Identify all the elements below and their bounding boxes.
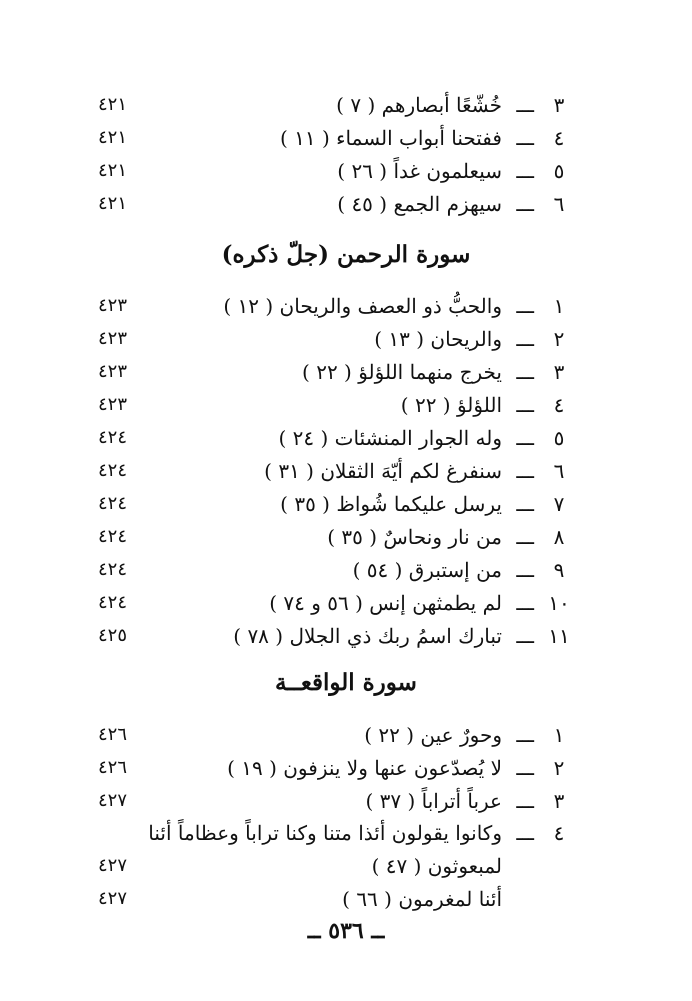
list-item (90, 489, 570, 519)
item-text: من نار ونحاسٌ ( ٣٥ ) (327, 525, 502, 549)
list-item (90, 720, 570, 750)
item-number: ١١ (548, 624, 570, 648)
item-dash: ـــ (516, 294, 534, 318)
item-text: لم يطمثهن إنس ( ٥٦ و ٧٤ ) (269, 591, 502, 615)
list-item-continuation (90, 851, 570, 881)
item-text: سيهزم الجمع ( ٤٥ ) (337, 192, 502, 216)
item-dash: ـــ (516, 492, 534, 516)
item-text: والحبُّ ذو العصف والريحان ( ١٢ ) (223, 294, 502, 318)
item-dash: ـــ (516, 93, 534, 117)
item-page: ٤٢٧ (98, 790, 128, 811)
item-number: ٣ (553, 789, 565, 813)
item-number: ٣ (553, 360, 565, 384)
list-item (90, 522, 570, 552)
item-number: ١ (553, 723, 565, 747)
list-item (90, 423, 570, 453)
item-dash: ـــ (516, 393, 534, 417)
item-dash: ـــ (516, 789, 534, 813)
item-text: من إستبرق ( ٥٤ ) (352, 558, 502, 582)
item-number: ٥ (553, 159, 565, 183)
item-page: ٤٢٣ (98, 394, 128, 415)
item-text: سيعلمون غداً ( ٢٦ ) (337, 159, 502, 183)
item-page: ٤٢٤ (98, 559, 128, 580)
item-dash: ـــ (516, 360, 534, 384)
item-page: ٤٢٤ (98, 592, 128, 613)
item-page: ٤٢١ (98, 94, 128, 115)
list-item (90, 90, 570, 120)
list-item-continuation (90, 884, 570, 914)
item-dash: ـــ (516, 723, 534, 747)
list-item (90, 123, 570, 153)
item-number: ٨ (553, 525, 565, 549)
item-dash: ـــ (516, 525, 534, 549)
list-item (90, 291, 570, 321)
item-text: تبارك اسمُ ربك ذي الجلال ( ٧٨ ) (233, 624, 502, 648)
item-text: يرسل عليكما شُواظ ( ٣٥ ) (280, 492, 502, 516)
item-number: ٢ (553, 327, 565, 351)
list-item (90, 588, 570, 618)
item-dash: ـــ (516, 159, 534, 183)
item-number: ٧ (553, 492, 565, 516)
item-number: ٤ (553, 126, 565, 150)
list-item (90, 555, 570, 585)
item-page: ٤٢٧ (98, 888, 128, 909)
item-text: وكانوا يقولون أئذا متنا وكنا تراباً وعظاماً أئنا (148, 821, 502, 845)
section-heading-rahman: سورة الرحمن (جلّ ذكره) (221, 241, 471, 268)
item-number: ١ (553, 294, 565, 318)
item-number: ٦ (553, 192, 565, 216)
list-item (90, 786, 570, 816)
item-dash: ـــ (516, 558, 534, 582)
item-number: ٦ (553, 459, 565, 483)
page-number: ــ ٥٣٦ ــ (307, 918, 385, 944)
item-text: ففتحنا أبواب السماء ( ١١ ) (279, 126, 502, 150)
list-item (90, 156, 570, 186)
item-page: ٤٢٣ (98, 361, 128, 382)
list-item (90, 390, 570, 420)
item-page: ٤٢١ (98, 160, 128, 181)
item-number: ٣ (553, 93, 565, 117)
item-page: ٤٢٤ (98, 427, 128, 448)
item-page: ٤٢١ (98, 193, 128, 214)
item-page: ٤٢٧ (98, 855, 128, 876)
item-text: يخرج منهما اللؤلؤ ( ٢٢ ) (302, 360, 502, 384)
item-number: ٢ (553, 756, 565, 780)
list-item (90, 621, 570, 651)
item-dash: ـــ (516, 821, 534, 845)
item-dash: ـــ (516, 327, 534, 351)
item-page: ٤٢٣ (98, 328, 128, 349)
item-page: ٤٢٤ (98, 493, 128, 514)
item-page: ٤٢٤ (98, 526, 128, 547)
item-text: والريحان ( ١٣ ) (374, 327, 502, 351)
item-text: لمبعوثون ( ٤٧ ) (371, 854, 502, 878)
list-item (90, 357, 570, 387)
list-item (90, 818, 570, 848)
list-item (90, 456, 570, 486)
item-text: وحورٌ عين ( ٢٢ ) (364, 723, 502, 747)
item-number: ٤ (553, 821, 565, 845)
section-heading-waqiah: سورة الواقعــة (275, 669, 417, 696)
item-text: خُشّعًا أبصارهم ( ٧ ) (336, 93, 502, 117)
item-text: أئنا لمغرمون ( ٦٦ ) (342, 887, 502, 911)
list-item (90, 189, 570, 219)
list-item (90, 324, 570, 354)
item-dash: ـــ (516, 126, 534, 150)
list-item (90, 753, 570, 783)
item-page: ٤٢٦ (98, 724, 128, 745)
item-page: ٤٢٣ (98, 295, 128, 316)
item-dash: ـــ (516, 426, 534, 450)
item-text: عرباً أتراباً ( ٣٧ ) (365, 789, 502, 813)
item-page: ٤٢٦ (98, 757, 128, 778)
item-number: ٤ (553, 393, 565, 417)
item-text: اللؤلؤ ( ٢٢ ) (400, 393, 502, 417)
item-page: ٤٢٥ (98, 625, 128, 646)
item-dash: ـــ (516, 459, 534, 483)
item-number: ٥ (553, 426, 565, 450)
item-page: ٤٢١ (98, 127, 128, 148)
item-text: وله الجوار المنشئات ( ٢٤ ) (278, 426, 502, 450)
item-page: ٤٢٤ (98, 460, 128, 481)
item-dash: ـــ (516, 624, 534, 648)
item-number: ١٠ (548, 591, 570, 615)
item-dash: ـــ (516, 192, 534, 216)
item-text: سنفرغ لكم أيّهَ الثقلان ( ٣١ ) (264, 459, 502, 483)
item-number: ٩ (553, 558, 565, 582)
item-dash: ـــ (516, 591, 534, 615)
item-dash: ـــ (516, 756, 534, 780)
item-text: لا يُصدّعون عنها ولا ينزفون ( ١٩ ) (227, 756, 502, 780)
